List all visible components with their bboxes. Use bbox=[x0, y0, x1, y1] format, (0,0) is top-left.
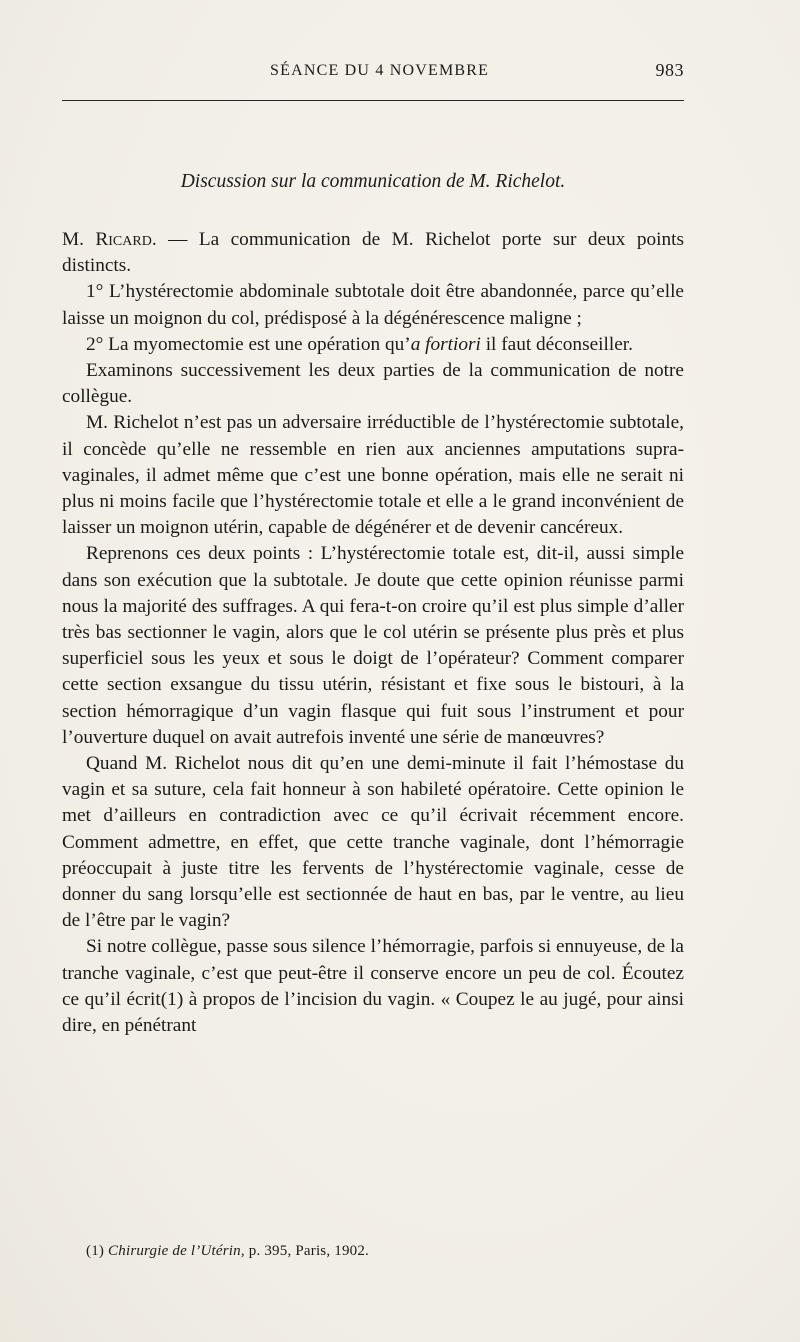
body-text bbox=[62, 227, 684, 1039]
running-title: SÉANCE DU 4 NOVEMBRE bbox=[270, 62, 490, 79]
paragraph-5: M. Richelot n’est pas un adversaire irréductible de l’hystérectomie subtotale, il concède qu’elle ne ressemble en rien aux anciennes amputations supra-vaginales, il admet même que c’est une bonne opération, mais elle ne serait ni plus ni moins facile que l’hystérectomie totale et elle a le grand inconvénient de laisser un moignon utérin, capable de dégénérer et de devenir cancéreux. bbox=[62, 412, 684, 539]
header-rule bbox=[62, 100, 684, 101]
page-number: 983 bbox=[655, 60, 684, 80]
footnote-title: Chirurgie de l’Utérin, bbox=[108, 1243, 245, 1259]
footnote bbox=[86, 1243, 369, 1260]
paragraph-7: Quand M. Richelot nous dit qu’en une demi-minute il fait l’hémostase du vagin et sa suture, cela fait honneur à son habileté opératoire. Cette opinion le met d’ailleurs en contradiction avec ce qu’il écrivait récemment encore. Comment admettre, en effet, que cette tranche vaginale, dont l’hémorragie préoccupait à juste titre les fervents de l’hystérectomie vaginale, cesse de donner du sang lorsqu’elle est sectionnée de haut en bas, par le ventre, au lieu de l’être par le vagin? bbox=[62, 753, 684, 932]
paragraph-2: 1° L’hystérectomie abdominale subtotale doit être abandonnée, parce qu’elle laisse un moignon du col, prédisposé à la dégénérescence maligne ; bbox=[62, 281, 684, 329]
paragraph-3-start: 2° La myomectomie est une opération qu’ bbox=[86, 333, 411, 355]
paragraph-8: Si notre collègue, passe sous silence l’hémorragie, parfois si ennuyeuse, de la tranche vaginale, c’est que peut-être il conserve encore un peu de col. Écoutez ce qu’il écrit(1) à propos de l’incision du vagin. « Coupez le au jugé, pour ainsi dire, en pénétrant bbox=[62, 936, 684, 1037]
paragraph-1-text: — La communication de M. Richelot porte sur deux points distincts. bbox=[62, 229, 684, 277]
paragraph-3-italic: a fortiori bbox=[410, 333, 481, 355]
paragraph-3-end: il faut déconseiller. bbox=[480, 333, 633, 355]
footnote-reference: p. 395, Paris, 1902. bbox=[244, 1243, 369, 1259]
speaker-name: M. Ricard. bbox=[62, 229, 157, 250]
footnote-marker: (1) bbox=[86, 1243, 109, 1259]
paragraph-6: Reprenons ces deux points : L’hystérectomie totale est, dit-il, aussi simple dans son exécution que la subtotale. Je doute que cette opinion réunisse parmi nous la majorité des suffrages. A qui fera-t-on croire qu’il est plus simple d’aller très bas sectionner le vagin, alors que le col utérin se présente plus près et plus superficiel sous les yeux et sous le doigt de l’opérateur? Comment comparer cette section exsangue du tissu utérin, résistant et fixe sous le bistouri, à la section hémorragique d’un vagin flasque qui fuit sous l’instrument et pour l’ouverture duquel on avait autrefois inventé une série de manœuvres? bbox=[62, 543, 684, 748]
section-heading: Discussion sur la communication de M. Richelot. bbox=[180, 171, 566, 192]
paragraph-1 bbox=[62, 227, 684, 279]
paragraph-4: Examinons successivement les deux parties de la communication de notre collègue. bbox=[62, 360, 684, 408]
paragraph-3 bbox=[62, 332, 684, 358]
running-head bbox=[62, 60, 684, 86]
